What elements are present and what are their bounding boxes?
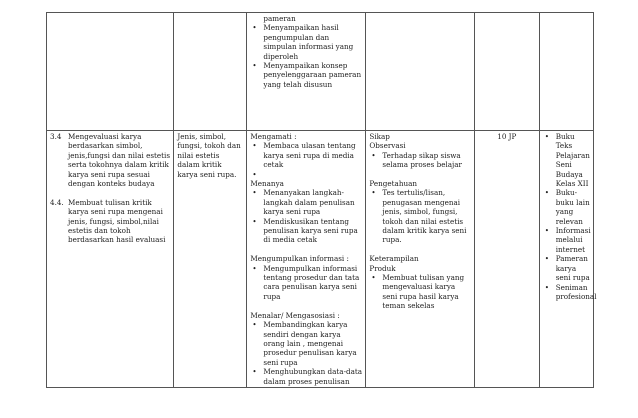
pengetahuan-label: Pengetahuan bbox=[369, 179, 418, 189]
sumber-cell bbox=[539, 131, 597, 388]
waktu-cell-empty bbox=[474, 13, 539, 131]
list-item: • Membaca ulasan tentang karya seni rupa di media cetak bbox=[250, 141, 362, 169]
list-item: • Terhadap sikap siswa selama proses belajar bbox=[369, 151, 471, 170]
list-item: pameran bbox=[263, 14, 296, 23]
menalar-label: Menalar/ Mengasosiasi : bbox=[250, 310, 340, 320]
list-item: • Tes tertulis/lisan, penugasan mengenai jenis, simbol, fungsi, tokoh dan nilai estetis dalam kritik karya seni rupa. bbox=[369, 188, 471, 244]
kd-number: 3.4 bbox=[50, 132, 62, 141]
list-item: • Menghubungkan data-data dalam proses penulisan bbox=[250, 367, 362, 386]
list-item-empty bbox=[250, 170, 362, 179]
list-item: • Buku Teks Pelajaran Seni Budaya Kelas XII bbox=[543, 132, 590, 188]
list-item: • Informasi melalui internet bbox=[543, 226, 590, 254]
list-item: • Buku-buku lain yang relevan bbox=[543, 188, 590, 226]
list-item: • Pameran karya seni rupa bbox=[543, 254, 590, 282]
mengumpulkan-list bbox=[250, 264, 362, 302]
produk-label: Produk bbox=[369, 263, 396, 273]
mengamati-label: Mengamati : bbox=[250, 132, 297, 141]
sikap-list bbox=[369, 151, 471, 170]
list-item: • Membuat tulisan yang mengevaluasi karya seni rupa hasil karya teman sekelas bbox=[369, 273, 471, 311]
kd-text: Membuat tulisan kritik karya seni rupa mengenai jenis, fungsi, simbol,nilai estetis dan tokoh berdasarkan hasil evaluasi bbox=[68, 197, 166, 245]
menanya-list bbox=[250, 188, 362, 244]
menanya-label: Menanya bbox=[250, 179, 284, 189]
kd-cell-empty bbox=[47, 13, 174, 131]
sikap-label: Sikap bbox=[369, 132, 390, 141]
penilaian-cell bbox=[366, 131, 475, 388]
penilaian-cell-empty bbox=[366, 13, 475, 131]
list-item: • Membandingkan karya sendiri dengan karya orang lain , mengenai prosedur penulisan karya seni rupa bbox=[250, 320, 362, 367]
kd-cell bbox=[47, 131, 174, 388]
sumber-list bbox=[543, 132, 597, 301]
materi-cell-empty bbox=[174, 13, 247, 131]
materi-text: Jenis, simbol, fungsi, tokoh dan nilai estetis dalam kritik karya seni rupa. bbox=[177, 132, 241, 179]
kegiatan-cell-continuation bbox=[247, 13, 366, 131]
kd-text: Mengevaluasi karya berdasarkan simbol, jenis,fungsi dan nilai estetis serta tokohnya dalam kritik karya seni rupa sesuai dengan konteks budaya bbox=[68, 132, 171, 189]
keterampilan-label: Keterampilan bbox=[369, 254, 419, 264]
materi-cell bbox=[174, 131, 247, 388]
kd-item-4-4 bbox=[50, 198, 170, 245]
kd-item-3-4 bbox=[50, 132, 170, 188]
kegiatan-continuation-list bbox=[250, 14, 362, 89]
observasi-label: Observasi bbox=[369, 141, 406, 151]
kegiatan-cell bbox=[247, 131, 366, 388]
syllabus-table bbox=[46, 12, 597, 388]
pengetahuan-list bbox=[369, 188, 471, 244]
table-row-continuation bbox=[47, 13, 594, 131]
keterampilan-list bbox=[369, 273, 471, 311]
mengumpulkan-label: Mengumpulkan informasi : bbox=[250, 254, 349, 264]
list-item: • Menyampaikan hasil pengumpulan dan simpulan informasi yang diperoleh bbox=[250, 23, 362, 61]
table-row-main bbox=[47, 131, 594, 388]
menalar-list bbox=[250, 320, 362, 386]
list-item: • Mendiskusikan tentang penulisan karya seni rupa di media cetak bbox=[250, 217, 362, 245]
list-item: • Seniman profesional bbox=[543, 283, 590, 302]
waktu-text: 10 JP bbox=[497, 132, 517, 141]
waktu-cell bbox=[474, 131, 539, 388]
sumber-cell-empty bbox=[539, 13, 593, 131]
mengamati-list bbox=[250, 141, 362, 179]
list-item: • Mengumpulkan informasi tentang prosedur dan tata cara penulisan karya seni rupa bbox=[250, 264, 362, 302]
list-item: • Menanyakan langkah-langkah dalam penulisan karya seni rupa bbox=[250, 188, 362, 216]
kd-number: 4.4. bbox=[50, 197, 64, 207]
list-item: • Menyampaikan konsep penyelenggaraan pameran yang telah disusun bbox=[250, 61, 362, 89]
